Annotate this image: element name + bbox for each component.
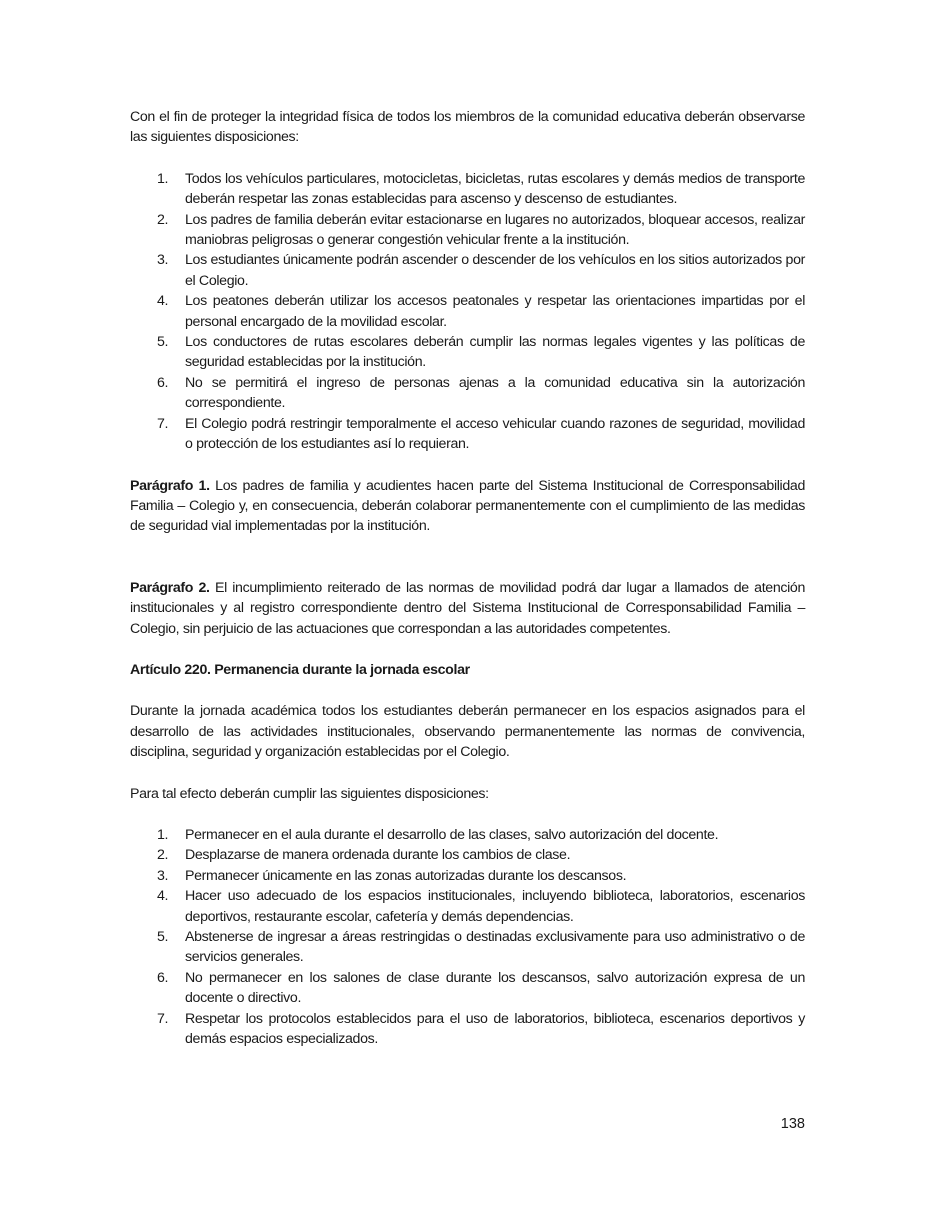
list-number: 7. [157, 1010, 169, 1027]
list-text: Permanecer únicamente en las zonas autorizadas durante los descansos. [185, 867, 627, 884]
list-text: El Colegio podrá restringir temporalmente el acceso vehicular cuando razones de seguridad, movilidad o protección de los estudiantes así lo requieran. [185, 415, 805, 453]
list-number: 4. [157, 293, 169, 310]
paragrafo-2 [130, 578, 805, 639]
list-number: 1. [157, 170, 169, 187]
list-number: 7. [157, 415, 169, 432]
list-text: Desplazarse de manera ordenada durante los cambios de clase. [185, 847, 571, 864]
list-number: 2. [157, 211, 169, 228]
list-item [130, 968, 805, 1009]
list-item [130, 866, 805, 886]
list-item [130, 373, 805, 414]
security-list [130, 169, 805, 455]
list-text: Abstenerse de ingresar a áreas restringidas o destinadas exclusivamente para uso administrativo o de servicios generales. [185, 929, 805, 966]
list-item [130, 1009, 805, 1050]
list-text: Respetar los protocolos establecidos para el uso de laboratorios, biblioteca, escenarios deportivos y demás espacios especializados. [185, 1010, 805, 1048]
list-item [130, 291, 805, 332]
paragrafo-2-text: El incumplimiento reiterado de las normas de movilidad podrá dar lugar a llamados de atención institucionales y al registro correspondiente dentro del Sistema Institucional de Corresponsabilidad Familia – Colegio, sin perjuicio de las actuaciones que correspondan a las autoridades competentes. [130, 579, 806, 637]
article-lead-paragraph: Para tal efecto deberán cumplir las siguientes disposiciones: [130, 785, 489, 802]
permanence-list [130, 825, 805, 1049]
paragrafo-1-label: Parágrafo 1. [130, 477, 210, 494]
list-text: Los conductores de rutas escolares deberán cumplir las normas legales vigentes y las políticas de seguridad establecidas por la institución. [185, 334, 805, 371]
list-number: 2. [157, 847, 169, 864]
list-number: 5. [157, 334, 169, 351]
document-page [130, 107, 805, 1049]
list-text: No se permitirá el ingreso de personas ajenas a la comunidad educativa sin la autorización correspondiente. [185, 374, 805, 412]
list-item [130, 825, 805, 845]
intro-paragraph: Con el fin de proteger la integridad física de todos los miembros de la comunidad educativa deberán observarse las siguientes disposiciones: [130, 109, 805, 146]
list-number: 3. [157, 867, 169, 884]
article-intro-paragraph: Durante la jornada académica todos los estudiantes deberán permanecer en los espacios asignados para el desarrollo de las actividades institucionales, observando permanentemente las normas de convivencia, disciplina, seguridad y organización establecidas por el Colegio. [130, 703, 805, 761]
list-item [130, 169, 805, 210]
list-item [130, 927, 805, 968]
article-heading: Artículo 220. Permanencia durante la jornada escolar [130, 661, 470, 678]
list-number: 4. [157, 888, 169, 905]
list-number: 6. [157, 969, 169, 986]
list-number: 1. [157, 826, 169, 843]
page-number: 138 [780, 1116, 805, 1132]
list-item [130, 332, 805, 373]
list-number: 3. [157, 252, 169, 269]
list-text: Hacer uso adecuado de los espacios institucionales, incluyendo biblioteca, laboratorios, escenarios deportivos, restaurante escolar, cafetería y demás dependencias. [185, 888, 805, 925]
list-item [130, 886, 805, 927]
list-number: 5. [157, 929, 169, 945]
paragrafo-2-label: Parágrafo 2. [130, 579, 210, 596]
list-text: Todos los vehículos particulares, motocicletas, bicicletas, rutas escolares y demás medios de transporte deberán respetar las zonas establecidas para ascenso y descenso de estudiantes. [185, 170, 805, 208]
list-text: Los peatones deberán utilizar los accesos peatonales y respetar las orientaciones impartidas por el personal encargado de la movilidad escolar. [185, 293, 805, 330]
paragrafo-1-text: Los padres de familia y acudientes hacen parte del Sistema Institucional de Corresponsabilidad Familia – Colegio y, en consecuencia, deberán colaborar permanentemente con el cumplimiento de las medidas de seguridad vial implementadas por la institución. [130, 477, 805, 535]
paragrafo-1 [130, 476, 805, 537]
list-text: Los estudiantes únicamente podrán ascender o descender de los vehículos en los sitios autorizados por el Colegio. [185, 252, 805, 289]
list-text: No permanecer en los salones de clase durante los descansos, salvo autorización expresa de un docente o directivo. [185, 969, 805, 1007]
list-number: 6. [157, 374, 169, 391]
list-item [130, 845, 805, 865]
list-text: Permanecer en el aula durante el desarrollo de las clases, salvo autorización del docente. [185, 826, 719, 843]
list-text: Los padres de familia deberán evitar estacionarse en lugares no autorizados, bloquear accesos, realizar maniobras peligrosas o generar congestión vehicular frente a la institución. [185, 211, 805, 249]
list-item [130, 250, 805, 291]
list-item [130, 210, 805, 251]
list-item [130, 414, 805, 455]
